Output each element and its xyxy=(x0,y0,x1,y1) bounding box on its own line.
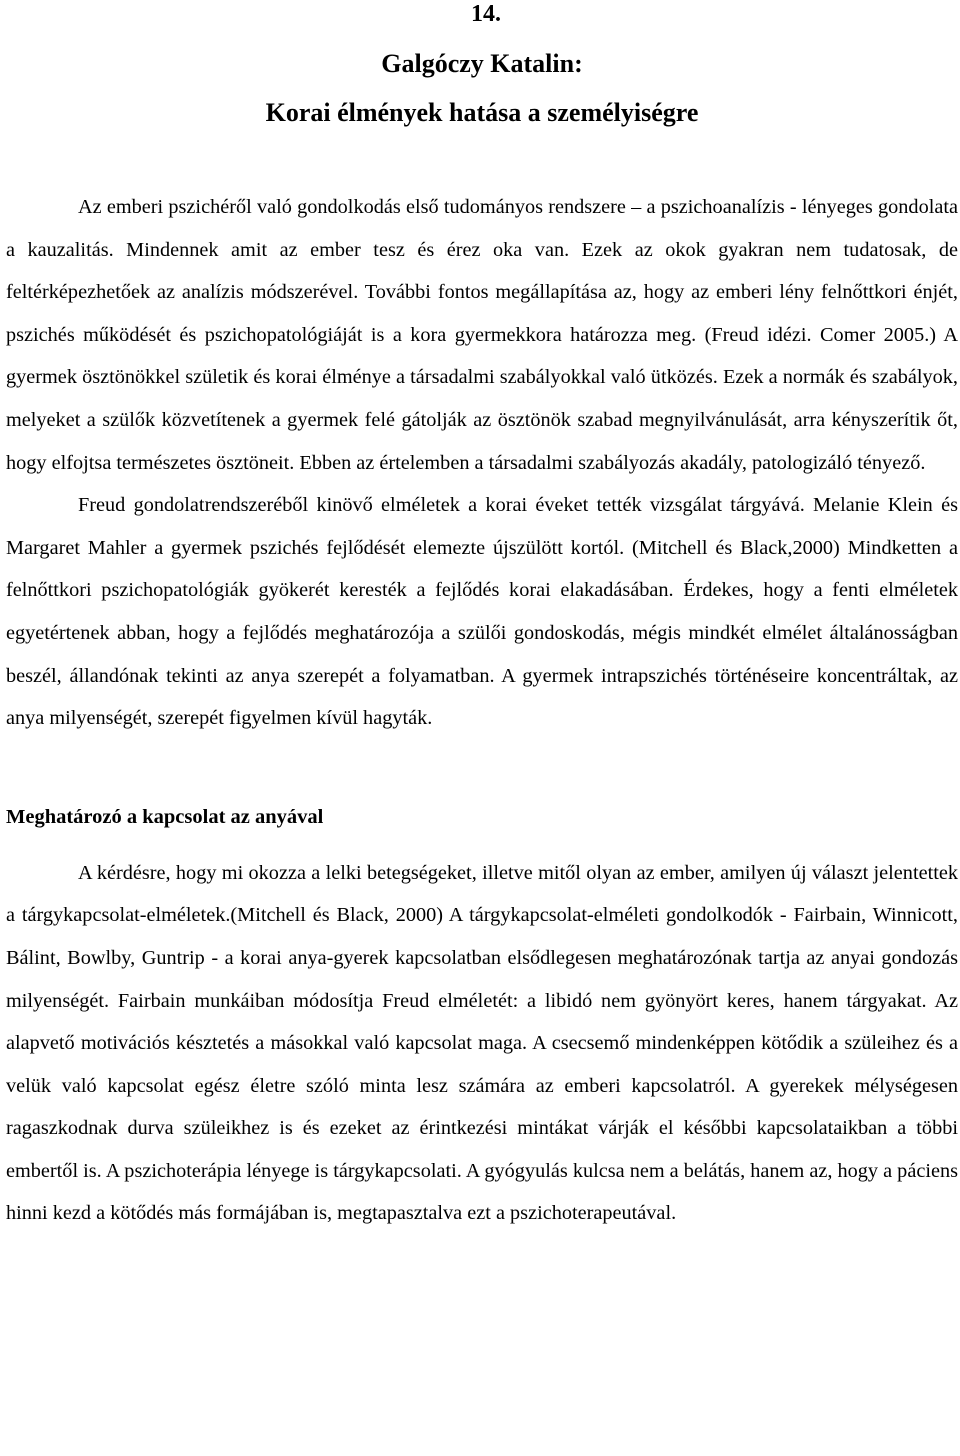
body-paragraph-2: Freud gondolatrendszeréből kinövő elméletek a korai éveket tették vizsgálat tárgyává. Melanie Klein és Margaret Mahler a gyermek pszichés fejlődését elemezte újszülött kortól. (Mitchell és Black,2000) Mindketten a felnőttkori pszichopatológiák gyökerét keresték a fejlődés korai elakadásában. Érdekes, hogy a fenti elméletek egyetértenek abban, hogy a fejlődés meghatározója a szülői gondoskodás, mégis mindkét elmélet általánosságban beszél, állandónak tekinti az anya szerepét a folyamatban. A gyermek intrapszichés történéseire koncentráltak, az anya milyenségét, szerepét figyelmen kívül hagyták. xyxy=(6,494,958,730)
document-title: Korai élmények hatása a személyiségre xyxy=(265,98,699,127)
section-heading: Meghatározó a kapcsolat az anyával xyxy=(6,805,324,828)
body-paragraph-1: Az emberi pszichéről való gondolkodás első tudományos rendszere – a pszichoanalízis - lényeges gondolata a kauzalitás. Mindennek amit az ember tesz és érez oka van. Ezek az okok gyakran nem tudatosak, de feltérképezhetőek az analízis módszerével. További fontos megállapítása az, hogy az emberi lény felnőttkori énjét, pszichés működését és pszichopatológiáját is a kora gyermekkora határozza meg. (Freud idézi. Comer 2005.) A gyermek ösztönökkel születik és korai élménye a társadalmi szabályokkal való ütközés. Ezek a normák és szabályok, melyeket a szülők közvetítenek a gyermek felé gátolják az ösztönök szabad megnyilvánulását, arra kényszerítik őt, hogy elfojtsa természetes ösztöneit. Ebben az értelemben a társadalmi szabályozás akadály, patologizáló tényező. xyxy=(6,196,958,474)
author-name: Galgóczy Katalin: xyxy=(381,49,583,78)
section-paragraph: A kérdésre, hogy mi okozza a lelki betegségeket, illetve mitől olyan az ember, amilyen új választ jelentettek a tárgykapcsolat-elméletek.(Mitchell és Black, 2000) A tárgykapcsolat-elméleti gondolkodók - Fairbain, Winnicott, Bálint, Bowlby, Guntrip - a korai anya-gyerek kapcsolatban elsődlegesen meghatározónak tartja az anyai gondozás milyenségét. Fairbain munkáiban módosítja Freud elméletét: a libidó nem gyönyört keres, hanem tárgyakat. Az alapvető motivációs késztetés a másokkal való kapcsolat maga. A csecsemő mindenképpen kötődik a szüleihez és a velük való kapcsolat egész életre szóló minta lesz számára az emberi kapcsolatról. A gyerekek mélységesen ragaszkodnak durva szüleikhez is és ezeket az érintkezési mintákat várják el későbbi kapcsolataikban a többi embertől is. A pszichoterápia lényege is tárgykapcsolati. A gyógyulás kulcsa nem a belátás, hanem az, hogy a páciens hinni kezd a kötődés más formájában is, megtapasztalva ezt a pszichoterapeutával. xyxy=(6,861,958,1225)
page-number: 14. xyxy=(471,1,501,27)
document-page xyxy=(6,0,958,1235)
